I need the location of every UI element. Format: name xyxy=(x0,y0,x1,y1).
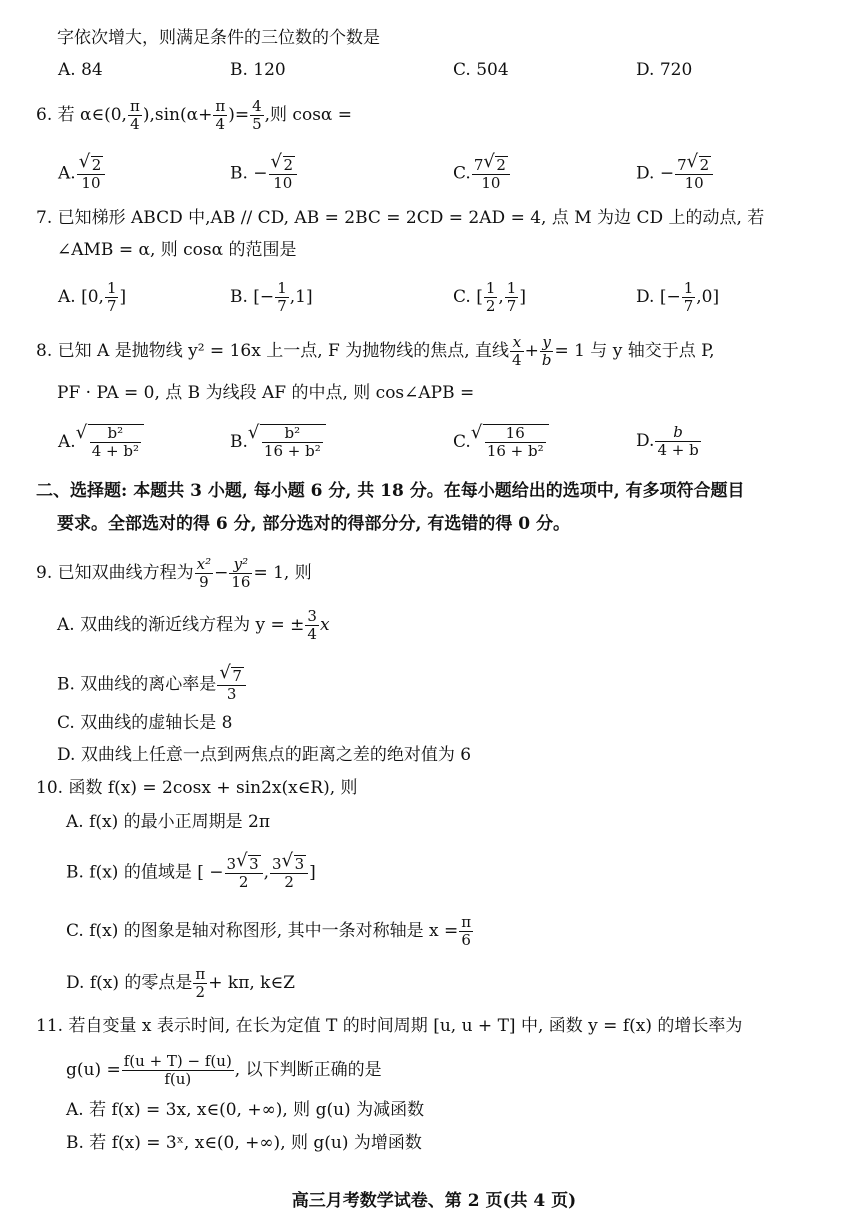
q11-line1: 11. 若自变量 x 表示时间, 在长为定值 T 的时间周期 [u, u + T] 中, 函数 y = f(x) 的增长率为 xyxy=(36,1016,743,1036)
q10-option-a: A. f(x) 的最小正周期是 2π xyxy=(66,812,271,832)
q7-option-a: A. [0, $\frac{1}{7}$ ] xyxy=(58,279,127,315)
q7-line1: 7. 已知梯形 ABCD 中,AB // CD, AB = 2BC = 2CD = 2AD = 4, 点 M 为边 CD 上的动点, 若 xyxy=(36,208,765,228)
q10-option-d: D. f(x) 的零点是 $\frac{\pi}{2}$ + kπ, k∈Z xyxy=(66,965,295,1001)
q8-option-c: C. √ $\frac{16}{\text{16 + b²}}$ xyxy=(453,424,549,460)
q8-line2: PF · PA = 0, 点 B 为线段 AF 的中点, 则 cos∠APB = xyxy=(57,383,475,403)
q9-stem: 9. 已知双曲线方程为 $\frac{\text{x²}}{9}$ − $\frac{\text{y²}}{16}$ = 1, 则 xyxy=(36,555,312,591)
q7-option-b: B. [− $\frac{1}{7}$ ,1] xyxy=(230,279,313,315)
q5-option-b: B. 120 xyxy=(230,60,286,80)
pi-over-4: $\frac{\pi}{4}$ xyxy=(129,97,140,133)
q8-line1: 8. 已知 A 是抛物线 y² = 16x 上一点, F 为抛物线的焦点, 直线 $\frac{x}{4}$ + $\frac{y}{b}$ = 1 与 y 轴交于点 P, xyxy=(36,333,715,369)
q6-option-a: A. √ $\frac{2}{10}$ xyxy=(58,156,106,192)
q9-option-d: D. 双曲线上任意一点到两焦点的距离之差的绝对值为 6 xyxy=(57,745,472,765)
q10-option-c: C. f(x) 的图象是轴对称图形, 其中一条对称轴是 x = $\frac{\pi}{6}$ xyxy=(66,913,472,949)
page-footer: 高三月考数学试卷、第 2 页(共 4 页) xyxy=(291,1191,577,1211)
section2-line2: 要求。全部选对的得 6 分, 部分选对的得部分分, 有选错的得 0 分。 xyxy=(57,514,571,534)
q5-option-d: D. 720 xyxy=(636,60,693,80)
q8-option-d: D. $\frac{b}{4 + b}$ xyxy=(636,423,699,459)
q6-option-c: C. $\frac{7√ 2}{10}$ xyxy=(453,156,511,192)
q6-option-b: B. − √ $\frac{2}{10}$ xyxy=(230,156,298,192)
q11-option-b: B. 若 f(x) = 3ˣ, x∈(0, +∞), 则 g(u) 为增函数 xyxy=(66,1133,422,1153)
q5-stem-tail: 字依次增大，则满足条件的三位数的个数是 xyxy=(57,28,380,48)
q7-option-d: D. [− $\frac{1}{7}$ ,0] xyxy=(636,279,720,315)
q11-option-a: A. 若 f(x) = 3x, x∈(0, +∞), 则 g(u) 为减函数 xyxy=(66,1100,425,1120)
q10-stem: 10. 函数 f(x) = 2cosx + sin2x(x∈R), 则 xyxy=(36,778,358,798)
q7-line2: ∠AMB = α, 则 cosα 的范围是 xyxy=(57,240,297,260)
q11-line2: g(u) = $\frac{f(u + T) - f(u)}{f(u)}$ , 以下判断正确的是 xyxy=(66,1052,382,1088)
q6-stem: 6. 若 α∈(0, $\frac{\pi}{4}$ ),sin(α+ $\frac{\pi}{4}$ )= $\frac{4}{5}$ ,则 cosα = xyxy=(36,97,353,133)
q9-option-a: A. 双曲线的渐近线方程为 y = ± $\frac{3}{4}$ x xyxy=(57,607,330,643)
q5-option-c: C. 504 xyxy=(453,60,509,80)
pi-over-4-b: $\frac{\pi}{4}$ xyxy=(215,97,226,133)
q8-option-b: B. √ $\frac{\text{b²}}{\text{16 + b²}}$ xyxy=(230,424,326,460)
q5-option-a: A. 84 xyxy=(58,60,103,80)
q6-option-d: D. − $\frac{7√ 2}{10}$ xyxy=(636,156,714,192)
section2-line1: 二、选择题: 本题共 3 小题, 每小题 6 分, 共 18 分。在每小题给出的选项中, 有多项符合题目 xyxy=(36,481,745,501)
q9-option-c: C. 双曲线的虚轴长是 8 xyxy=(57,713,233,733)
q9-option-b: B. 双曲线的离心率是 √ $\frac{7}{3}$ xyxy=(57,667,247,703)
q8-option-a: A. √ $\frac{\text{b²}}{\text{4 + b²}}$ xyxy=(58,424,144,460)
q7-option-c: C. [ $\frac{1}{2}$ , $\frac{1}{7}$ ] xyxy=(453,279,526,315)
four-fifths: $\frac{4}{5}$ xyxy=(252,97,262,133)
q10-option-b: B. f(x) 的值域是 [ − $\frac{3√ 3}{2}$ , $\frac{3√ 3}{2}$ ] xyxy=(66,855,316,891)
